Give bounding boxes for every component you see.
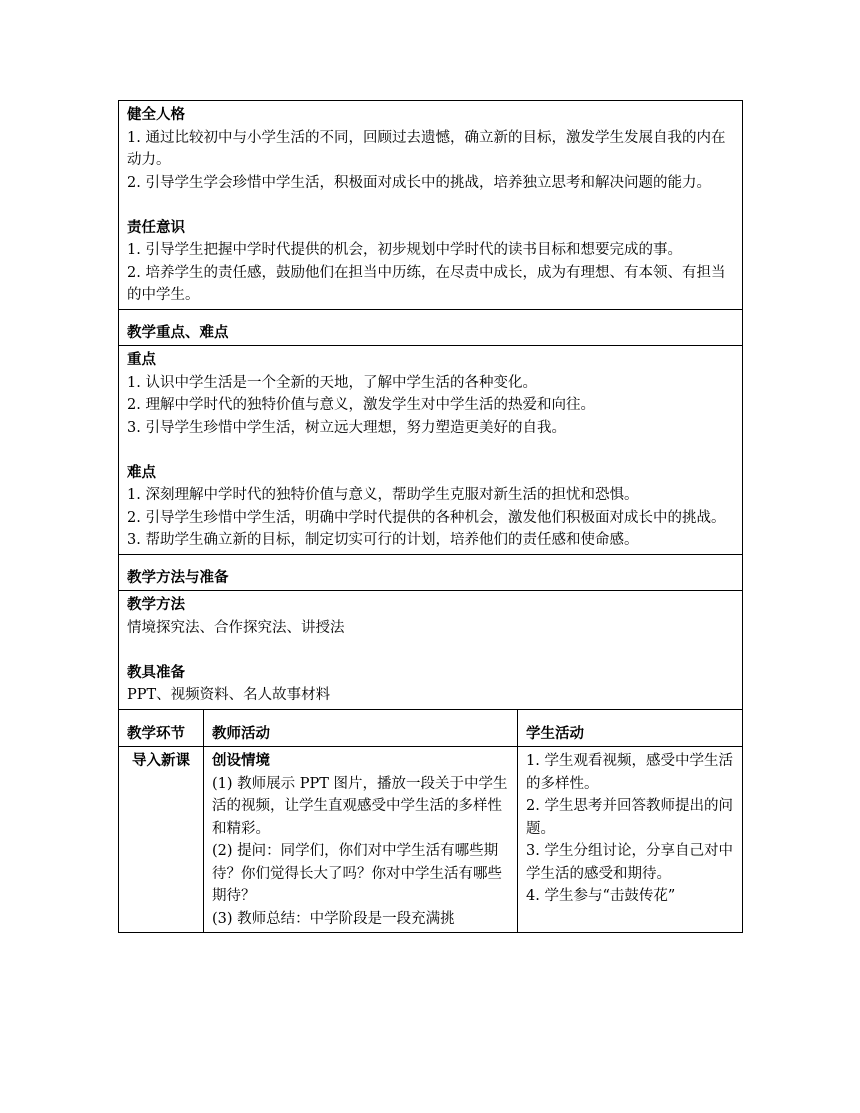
- key-points-row: [119, 346, 743, 555]
- difficulty-item-2: 2. 引导学生珍惜中学生活，明确中学时代提供的各种机会，激发他们积极面对成长中的挑战。: [127, 509, 726, 526]
- activity-header-row: [119, 709, 743, 747]
- focus-item-3: 3. 引导学生珍惜中学生活，树立远大理想，努力塑造更美好的自我。: [127, 419, 566, 436]
- prep-text: PPT、视频资料、名人故事材料: [127, 687, 331, 703]
- lesson-plan-table: [118, 100, 743, 933]
- focus-item-2: 2. 理解中学时代的独特价值与意义，激发学生对中学生活的热爱和向往。: [127, 397, 595, 413]
- difficulty-heading: 难点: [127, 464, 156, 481]
- personality-item-1: 1. 通过比较初中与小学生活的不同，回顾过去遗憾，确立新的目标，激发学生发展自我的内在动力。: [127, 129, 726, 168]
- methods-title: 教学方法与准备: [127, 569, 229, 586]
- prep-heading: 教具准备: [127, 664, 185, 681]
- key-points-title: 教学重点、难点: [127, 324, 229, 341]
- activity-row-intro: [119, 747, 743, 933]
- difficulty-item-3: 3. 帮助学生确立新的目标，制定切实可行的计划，培养他们的责任感和使命感。: [127, 532, 639, 548]
- focus-heading: 重点: [127, 352, 156, 368]
- literacy-row: [119, 101, 743, 310]
- methods-title-row: [119, 554, 743, 591]
- student-item-3: 3. 学生分组讨论，分享自己对中学生活的感受和期待。: [526, 843, 733, 882]
- teacher-item-3: (3) 教师总结：中学阶段是一段充满挑: [212, 910, 455, 927]
- key-points-title-row: [119, 309, 743, 346]
- responsibility-item-2: 2. 培养学生的责任感，鼓励他们在担当中历练，在尽责中成长，成为有理想、有本领、有担当的中学生。: [127, 264, 726, 303]
- teacher-title: 创设情境: [212, 753, 270, 769]
- focus-item-1: 1. 认识中学生活是一个全新的天地，了解中学生活的各种变化。: [127, 374, 537, 391]
- teacher-item-1: (1) 教师展示 PPT 图片，播放一段关于中学生活的视频，让学生直观感受中学生活的多样性和精彩。: [212, 775, 508, 837]
- student-item-1: 1. 学生观看视频，感受中学生活的多样性。: [526, 753, 733, 792]
- header-teacher: 教师活动: [212, 725, 270, 742]
- difficulty-item-1: 1. 深刻理解中学时代的独特价值与意义，帮助学生克服对新生活的担忧和恐惧。: [127, 487, 639, 503]
- responsibility-item-1: 1. 引导学生把握中学时代提供的机会，初步规划中学时代的读书目标和想要完成的事。: [127, 242, 682, 258]
- header-stage: 教学环节: [127, 725, 185, 742]
- personality-heading: 健全人格: [127, 107, 185, 123]
- stage-label: 导入新课: [132, 753, 190, 769]
- teacher-item-2: (2) 提问：同学们，你们对中学生活有哪些期待？你们觉得长大了吗？你对中学生活有哪些期待？: [212, 843, 502, 904]
- method-heading: 教学方法: [127, 597, 185, 613]
- methods-row: [119, 591, 743, 710]
- method-text: 情境探究法、合作探究法、讲授法: [127, 619, 345, 636]
- student-item-2: 2. 学生思考并回答教师提出的问题。: [526, 798, 733, 837]
- lesson-plan-page: [118, 100, 742, 933]
- student-item-4: 4. 学生参与“击鼓传花”: [526, 888, 676, 904]
- personality-item-2: 2. 引导学生学会珍惜中学生活，积极面对成长中的挑战，培养独立思考和解决问题的能力。: [127, 174, 711, 191]
- header-student: 学生活动: [526, 725, 584, 742]
- responsibility-heading: 责任意识: [127, 219, 185, 236]
